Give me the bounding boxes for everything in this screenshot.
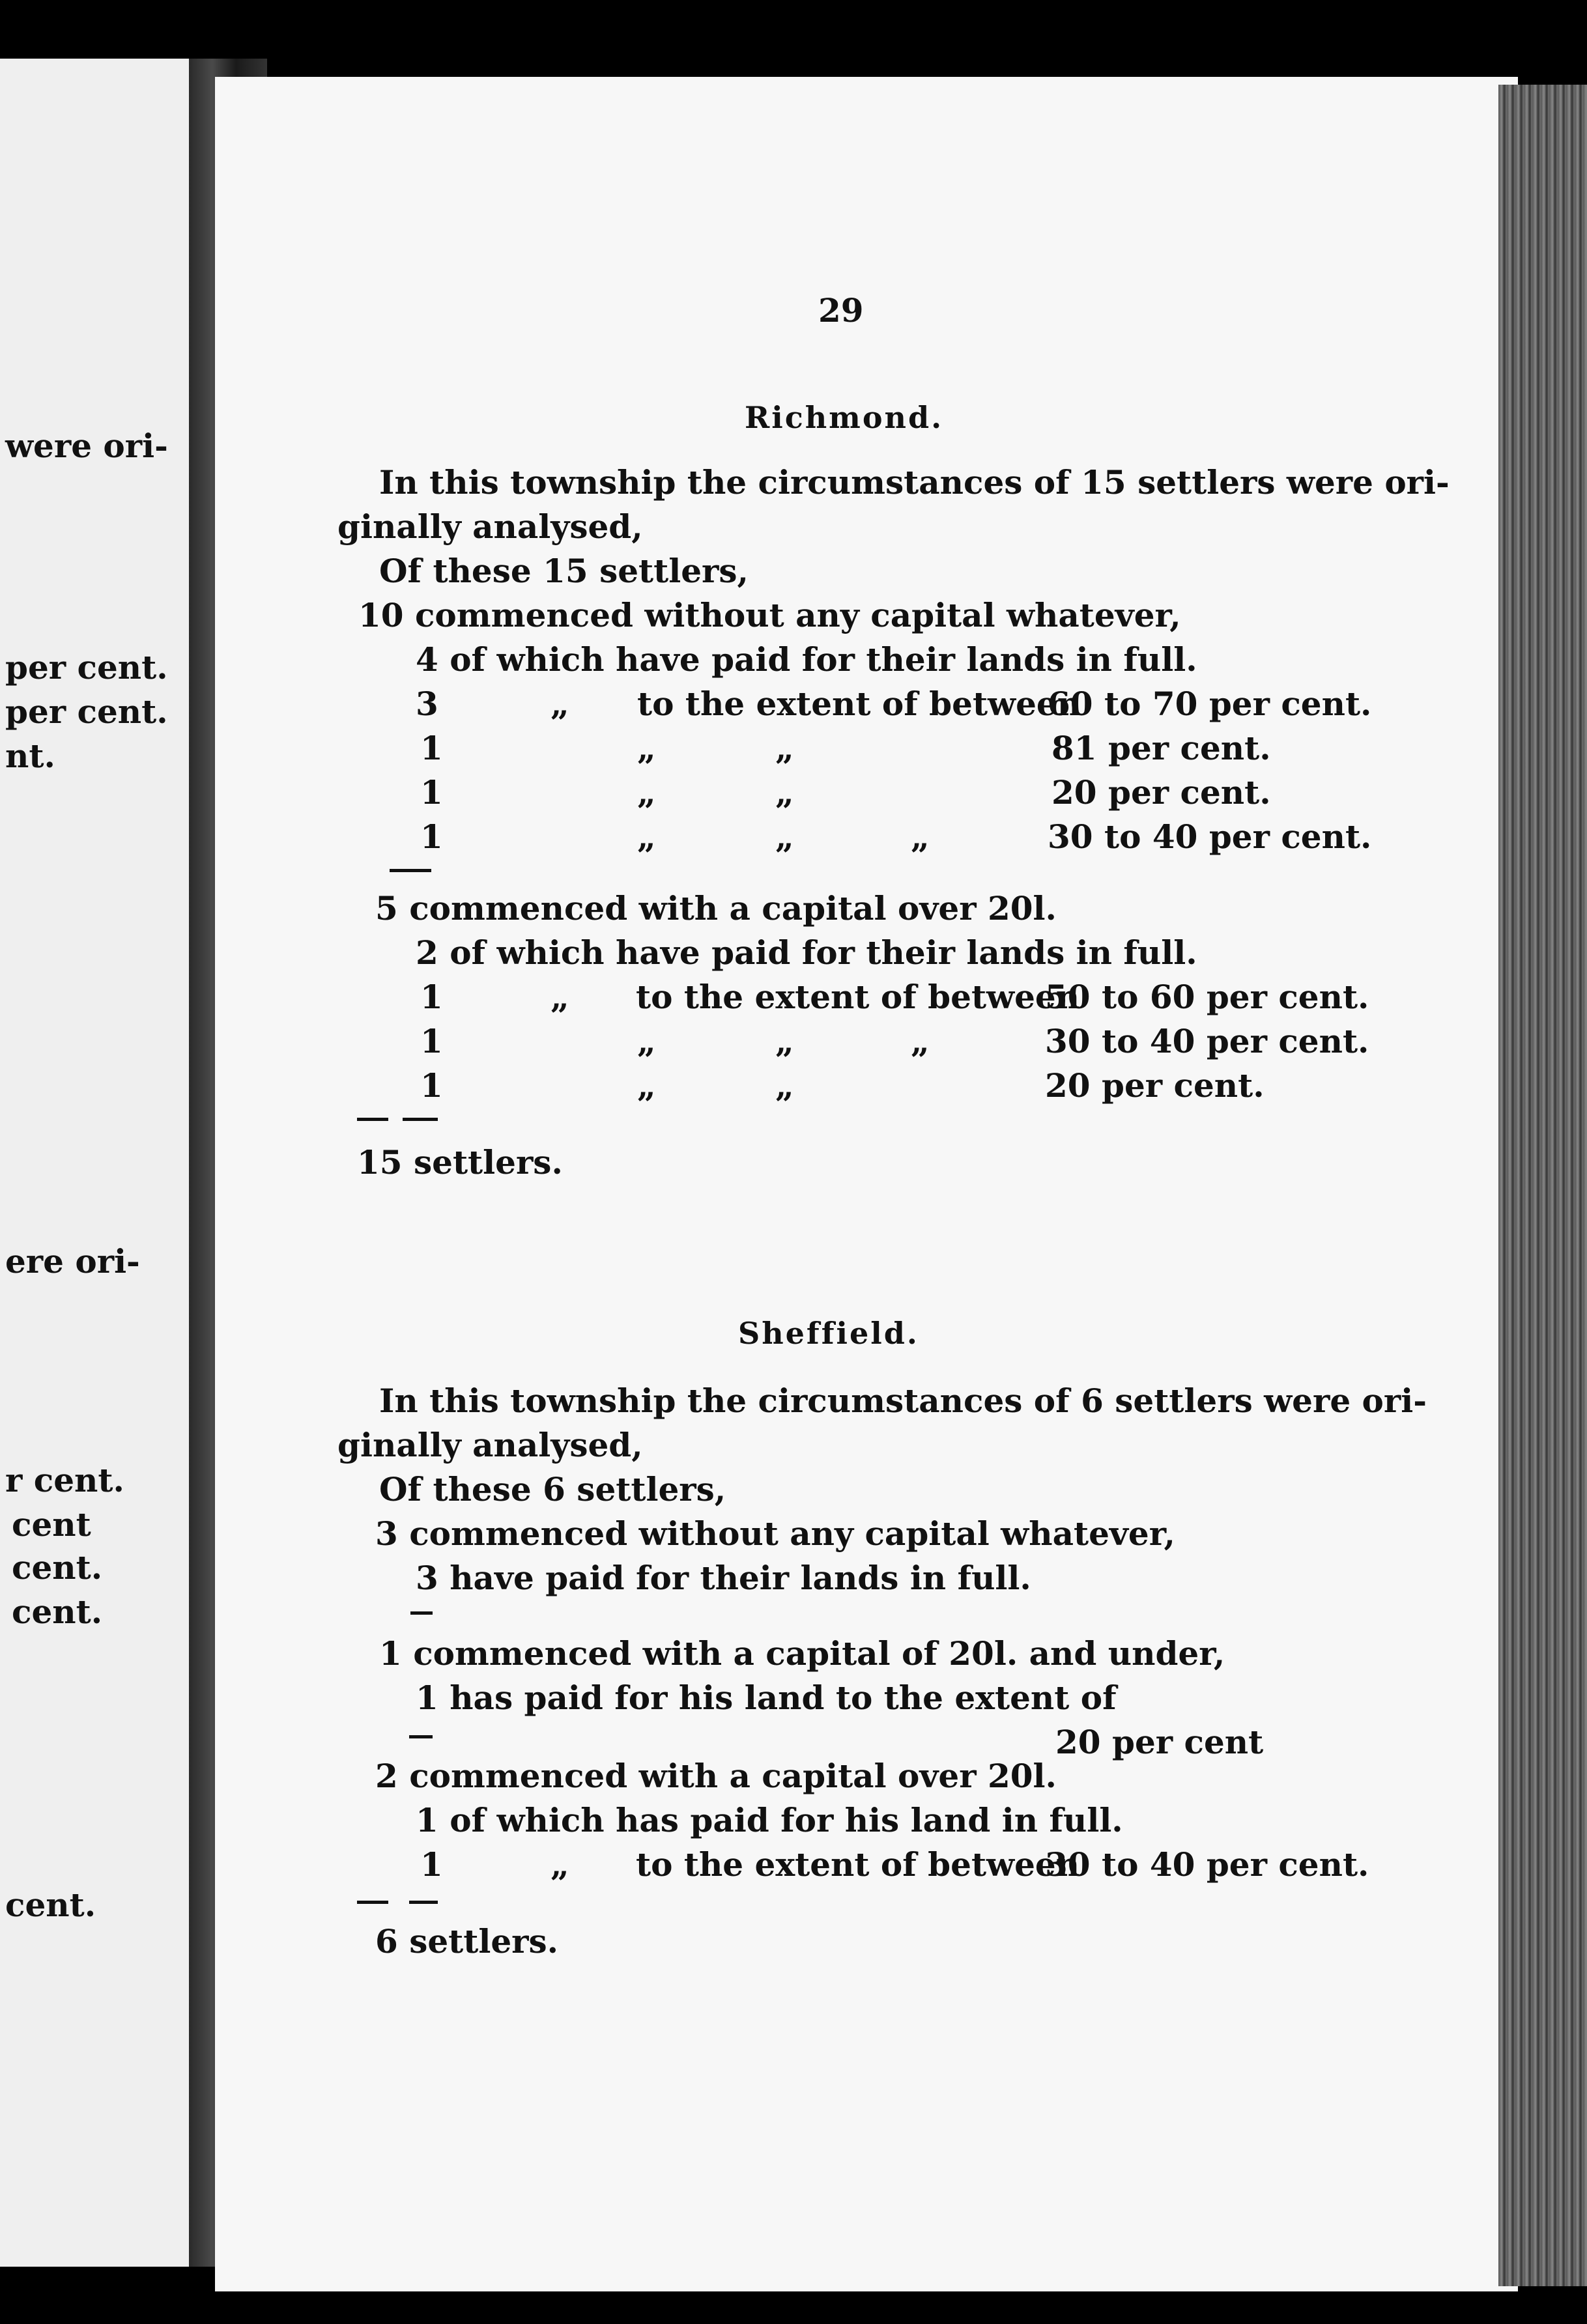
ditto-mark: „ [637, 729, 656, 767]
tally-rule [409, 1735, 433, 1738]
ditto-mark: „ [911, 1022, 930, 1060]
row-value: 81 per cent. [1051, 729, 1271, 767]
page-edges [1498, 85, 1587, 2286]
ditto-mark: „ [775, 1022, 794, 1060]
tally-rule [390, 869, 431, 872]
left-page [0, 59, 215, 2267]
tally-rule [357, 1118, 388, 1121]
group-line: 10 commenced without any capital whatever, [358, 596, 1181, 634]
row-count: 1 [420, 1066, 443, 1105]
row-count: 1 [420, 773, 443, 812]
row-value: 30 to 40 per cent. [1045, 1845, 1369, 1884]
total-line: 6 settlers. [375, 1922, 559, 1961]
tally-rule [357, 1901, 388, 1904]
group-line: 5 commenced with a capital over 20l. [375, 889, 1057, 928]
row-value: 20 per cent [1055, 1723, 1264, 1761]
total-line: 15 settlers. [357, 1143, 563, 1182]
ditto-mark: „ [775, 817, 794, 856]
left-fragment: ere ori- [5, 1242, 140, 1281]
ditto-mark: „ [550, 978, 569, 1016]
tally-rule [410, 1611, 433, 1615]
intro-line: In this township the circumstances of 15 settlers were ori- [379, 463, 1450, 502]
tally-rule [409, 1901, 438, 1904]
left-fragment: r cent. [5, 1461, 124, 1499]
row-label: to the extent of between [636, 1845, 1080, 1884]
ditto-mark: „ [775, 773, 794, 812]
ditto-mark: „ [775, 729, 794, 767]
ditto-mark: „ [775, 1066, 794, 1105]
row-count: 1 [420, 729, 443, 767]
intro-line: ginally analysed, [337, 1426, 643, 1464]
left-fragment: per cent. [5, 648, 168, 687]
paid-in-full-line: 3 have paid for their lands in full. [416, 1559, 1031, 1597]
left-fragment: cent. [5, 1886, 96, 1924]
paid-in-full-line: 2 of which have paid for their lands in full. [416, 933, 1197, 972]
of-these-line: Of these 15 settlers, [379, 552, 749, 590]
row-count: 1 [420, 978, 443, 1016]
row-value: 50 to 60 per cent. [1045, 978, 1369, 1016]
ditto-mark: „ [637, 1066, 656, 1105]
ditto-mark: „ [637, 1022, 656, 1060]
left-fragment: were ori- [5, 427, 168, 465]
left-fragment: nt. [5, 737, 55, 775]
row-label: to the extent of between [636, 978, 1080, 1016]
row-count: 3 [416, 685, 438, 723]
paid-in-full-line: 1 of which has paid for his land in full. [416, 1801, 1123, 1839]
section-heading-sheffield: Sheffield. [738, 1316, 919, 1351]
intro-line: In this township the circumstances of 6 settlers were ori- [379, 1382, 1427, 1420]
bleed-through [769, 365, 779, 400]
paid-extent-line: 1 has paid for his land to the extent of [416, 1679, 1117, 1717]
row-count: 1 [420, 817, 443, 856]
group-line: 1 commenced with a capital of 20l. and under, [379, 1634, 1225, 1673]
row-value: 60 to 70 per cent. [1048, 685, 1372, 723]
left-fragment: cent. [12, 1593, 103, 1631]
page-number: 29 [818, 291, 864, 330]
row-value: 30 to 40 per cent. [1048, 817, 1372, 856]
left-fragment: cent [12, 1505, 91, 1544]
ditto-mark: „ [637, 817, 656, 856]
ditto-mark: „ [911, 817, 930, 856]
intro-line: ginally analysed, [337, 507, 643, 546]
group-line: 2 commenced with a capital over 20l. [375, 1757, 1057, 1795]
section-heading-richmond: Richmond. [745, 400, 944, 435]
row-value: 30 to 40 per cent. [1045, 1022, 1369, 1060]
tally-rule [403, 1118, 438, 1121]
row-value: 20 per cent. [1051, 773, 1271, 812]
ditto-mark: „ [550, 1845, 569, 1884]
of-these-line: Of these 6 settlers, [379, 1470, 726, 1509]
row-count: 1 [420, 1022, 443, 1060]
group-line: 3 commenced without any capital whatever, [375, 1514, 1175, 1553]
paid-in-full-line: 4 of which have paid for their lands in full. [416, 640, 1197, 679]
row-value: 20 per cent. [1045, 1066, 1265, 1105]
row-count: 1 [420, 1845, 443, 1884]
ditto-mark: „ [637, 773, 656, 812]
row-label: to the extent of between [637, 685, 1081, 723]
left-fragment: per cent. [5, 692, 168, 731]
left-fragment: cent. [12, 1548, 103, 1587]
ditto-mark: „ [550, 685, 569, 723]
